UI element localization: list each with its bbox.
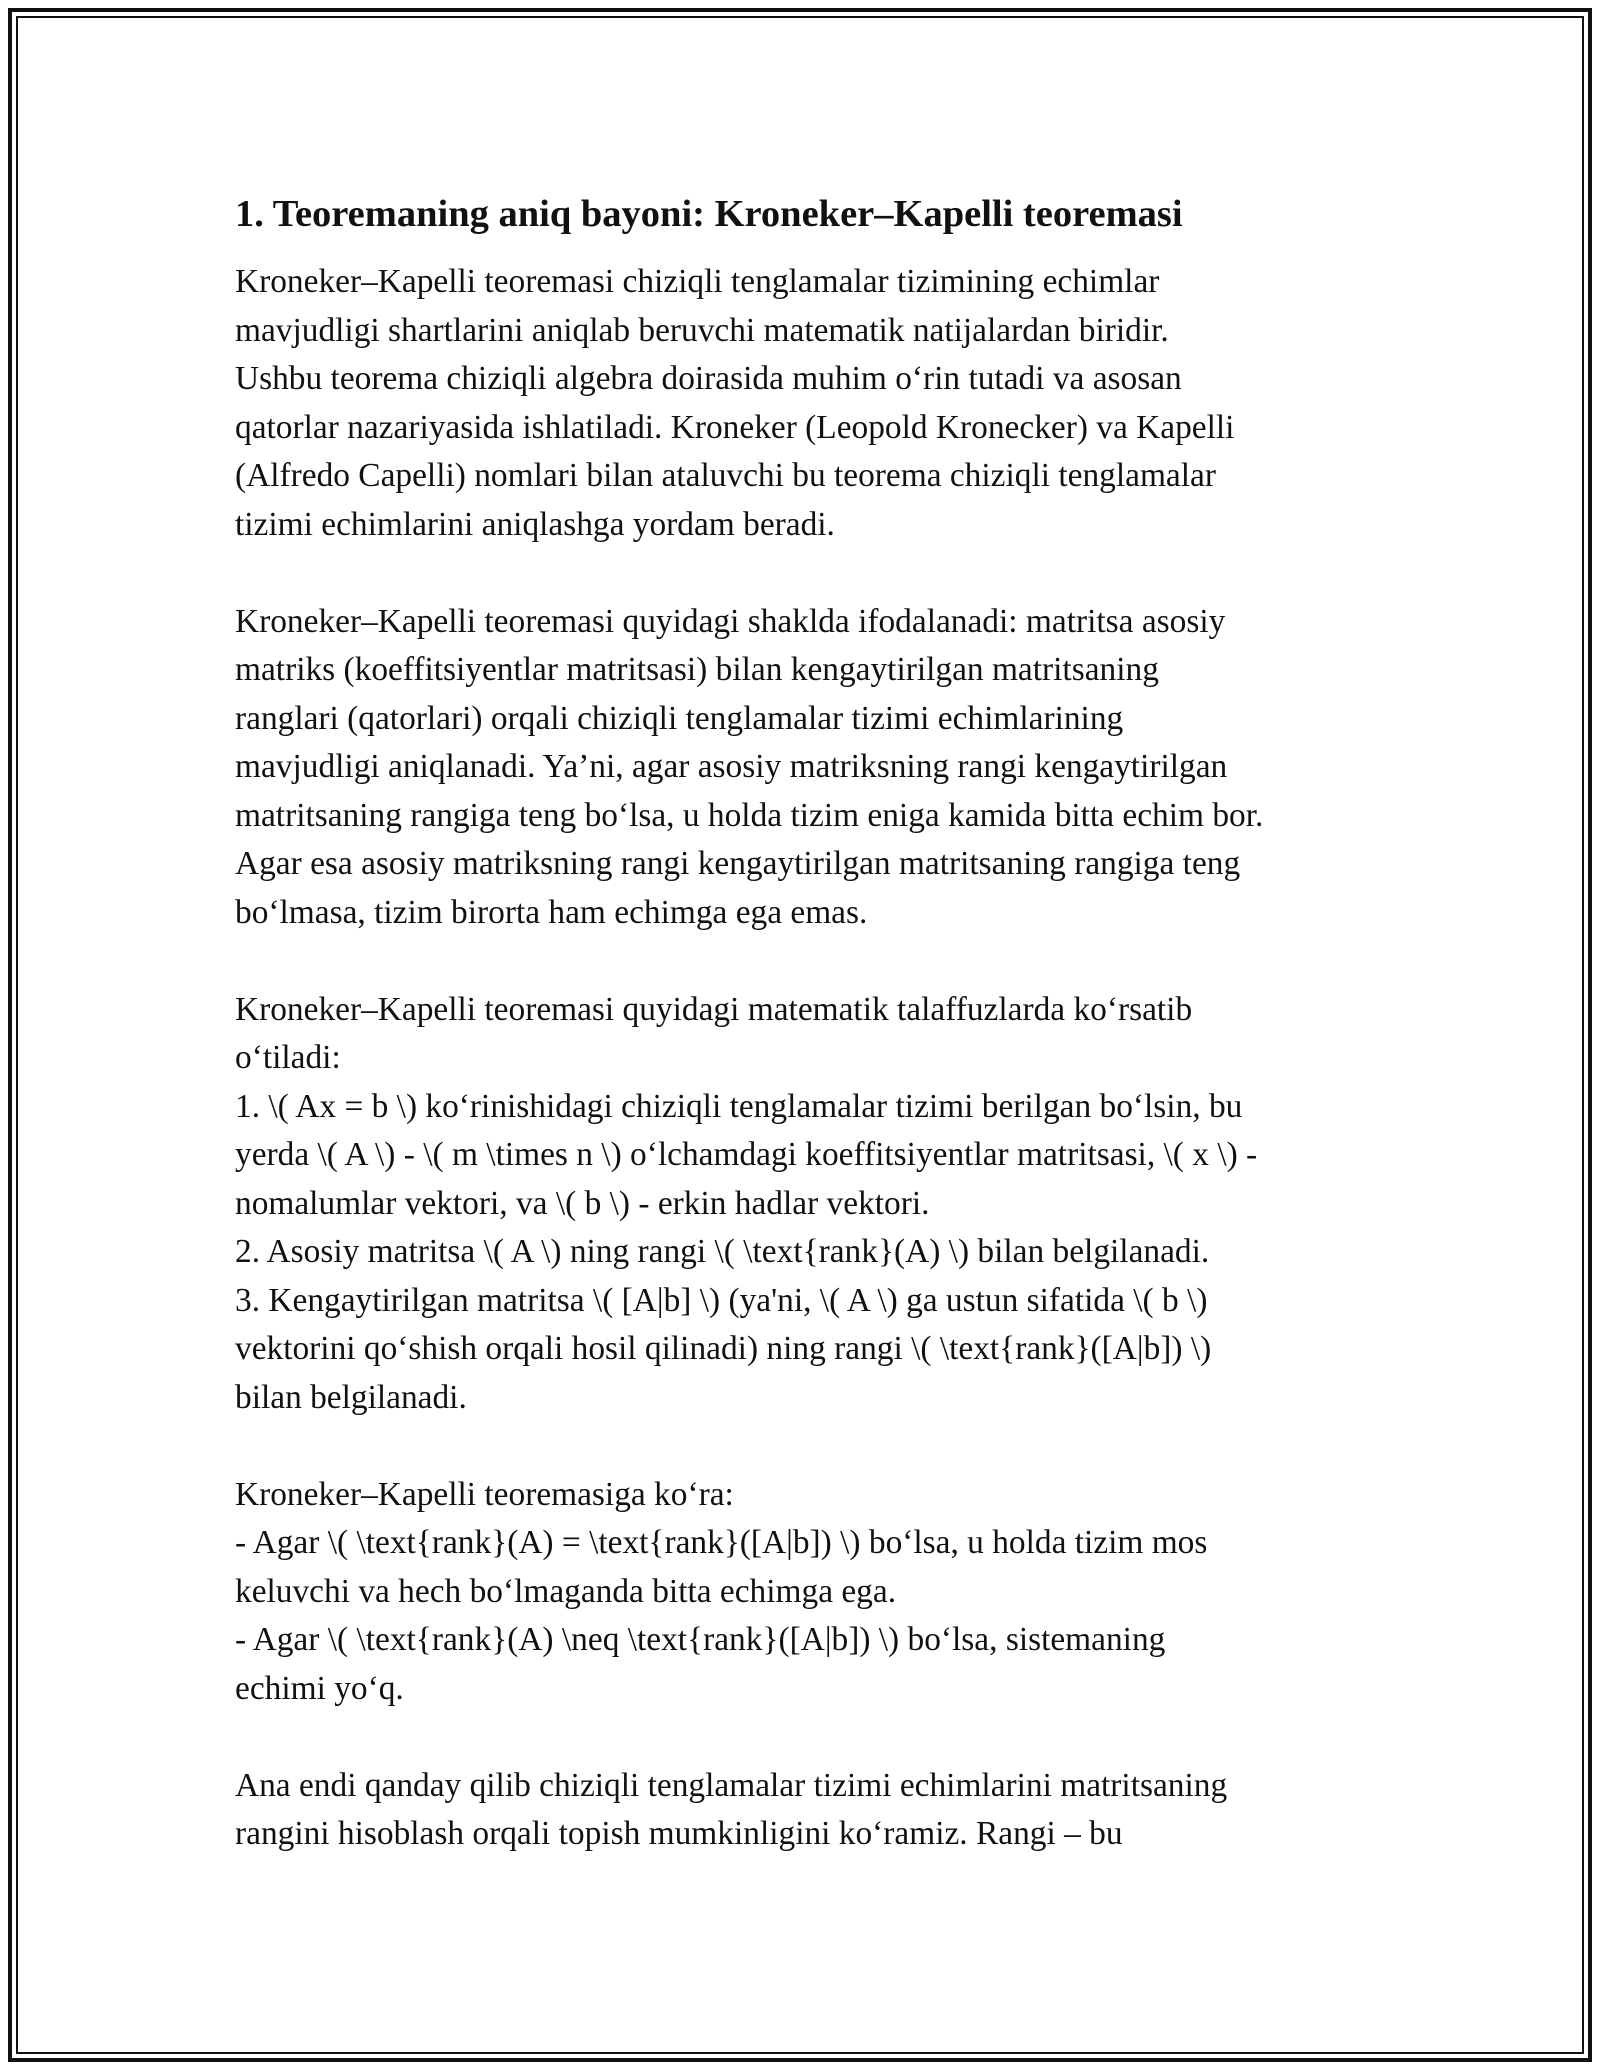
text-line: o‘tiladi:: [235, 1039, 341, 1076]
text-line: vektorini qo‘shish orqali hosil qilinadi) ning rangi \( \text{rank}([A|b]) \): [235, 1330, 1212, 1367]
text-line: 1. \( Ax = b \) ko‘rinishidagi chiziqli tenglamalar tizimi berilgan bo‘lsin, bu: [235, 1087, 1243, 1125]
paragraph-intro: [235, 258, 1385, 549]
text-line: matritsaning rangiga teng bo‘lsa, u holda tizim eniga kamida bitta echim bor.: [235, 796, 1264, 834]
text-line: mavjudligi shartlarini aniqlab beruvchi matematik natijalardan biridir.: [235, 311, 1169, 349]
paragraph-rank-computation: [235, 1762, 1385, 1859]
text-line: rangini hisoblash orqali topish mumkinligini ko‘ramiz. Rangi – bu: [235, 1815, 1123, 1852]
paragraph-statement: [235, 598, 1385, 938]
text-line: 2. Asosiy matritsa \( A \) ning rangi \( \text{rank}(A) \) bilan belgilanadi.: [235, 1233, 1210, 1270]
text-line: Kroneker–Kapelli teoremasi chiziqli tenglamalar tizimining echimlar: [235, 263, 1160, 300]
text-line: matriks (koeffitsiyentlar matritsasi) bilan kengaytirilgan matritsaning: [235, 651, 1159, 688]
section-heading: 1. Teoremaning aniq bayoni: Kroneker–Kapelli teoremasi: [235, 193, 1183, 235]
paragraph-conclusion: [235, 1471, 1385, 1714]
text-line: qatorlar nazariyasida ishlatiladi. Kroneker (Leopold Kronecker) va Kapelli: [235, 408, 1235, 446]
text-line: Kroneker–Kapelli teoremasi quyidagi matematik talaffuzlarda ko‘rsatib: [235, 990, 1193, 1028]
text-line: Agar esa asosiy matriksning rangi kengaytirilgan matritsaning rangiga teng: [235, 845, 1241, 882]
paragraph-formulation: [235, 986, 1385, 1423]
text-line: echimi yo‘q.: [235, 1669, 404, 1707]
text-line: nomalumlar vektori, va \( b \) - erkin hadlar vektori.: [235, 1184, 930, 1222]
text-line: tizimi echimlarini aniqlashga yordam beradi.: [235, 505, 835, 543]
text-line: - Agar \( \text{rank}(A) = \text{rank}([A|b]) \) bo‘lsa, u holda tizim mos: [235, 1524, 1208, 1561]
text-line: Kroneker–Kapelli teoremasi quyidagi shaklda ifodalanadi: matritsa asosiy: [235, 602, 1226, 640]
text-line: - Agar \( \text{rank}(A) \neq \text{rank}([A|b]) \) bo‘lsa, sistemaning: [235, 1621, 1166, 1658]
text-line: mavjudligi aniqlanadi. Ya’ni, agar asosiy matriksning rangi kengaytirilgan: [235, 748, 1228, 785]
document-body: [235, 188, 1385, 1859]
text-line: Ana endi qanday qilib chiziqli tenglamalar tizimi echimlarini matritsaning: [235, 1766, 1228, 1804]
text-line: ranglari (qatorlari) orqali chiziqli tenglamalar tizimi echimlarining: [235, 699, 1124, 737]
text-line: 3. Kengaytirilgan matritsa \( [A|b] \) (ya'ni, \( A \) ga ustun sifatida \( b \): [235, 1281, 1208, 1319]
text-line: yerda \( A \) - \( m \times n \) o‘lchamdagi koeffitsiyentlar matritsasi, \( x \) -: [235, 1136, 1258, 1173]
text-line: Kroneker–Kapelli teoremasiga ko‘ra:: [235, 1475, 734, 1513]
text-line: bo‘lmasa, tizim birorta ham echimga ega emas.: [235, 893, 868, 931]
text-line: keluvchi va hech bo‘lmaganda bitta echimga ega.: [235, 1572, 897, 1610]
text-line: Ushbu teorema chiziqli algebra doirasida muhim o‘rin tutadi va asosan: [235, 360, 1182, 397]
text-line: (Alfredo Capelli) nomlari bilan ataluvchi bu teorema chiziqli tenglamalar: [235, 457, 1216, 494]
text-line: bilan belgilanadi.: [235, 1378, 467, 1416]
